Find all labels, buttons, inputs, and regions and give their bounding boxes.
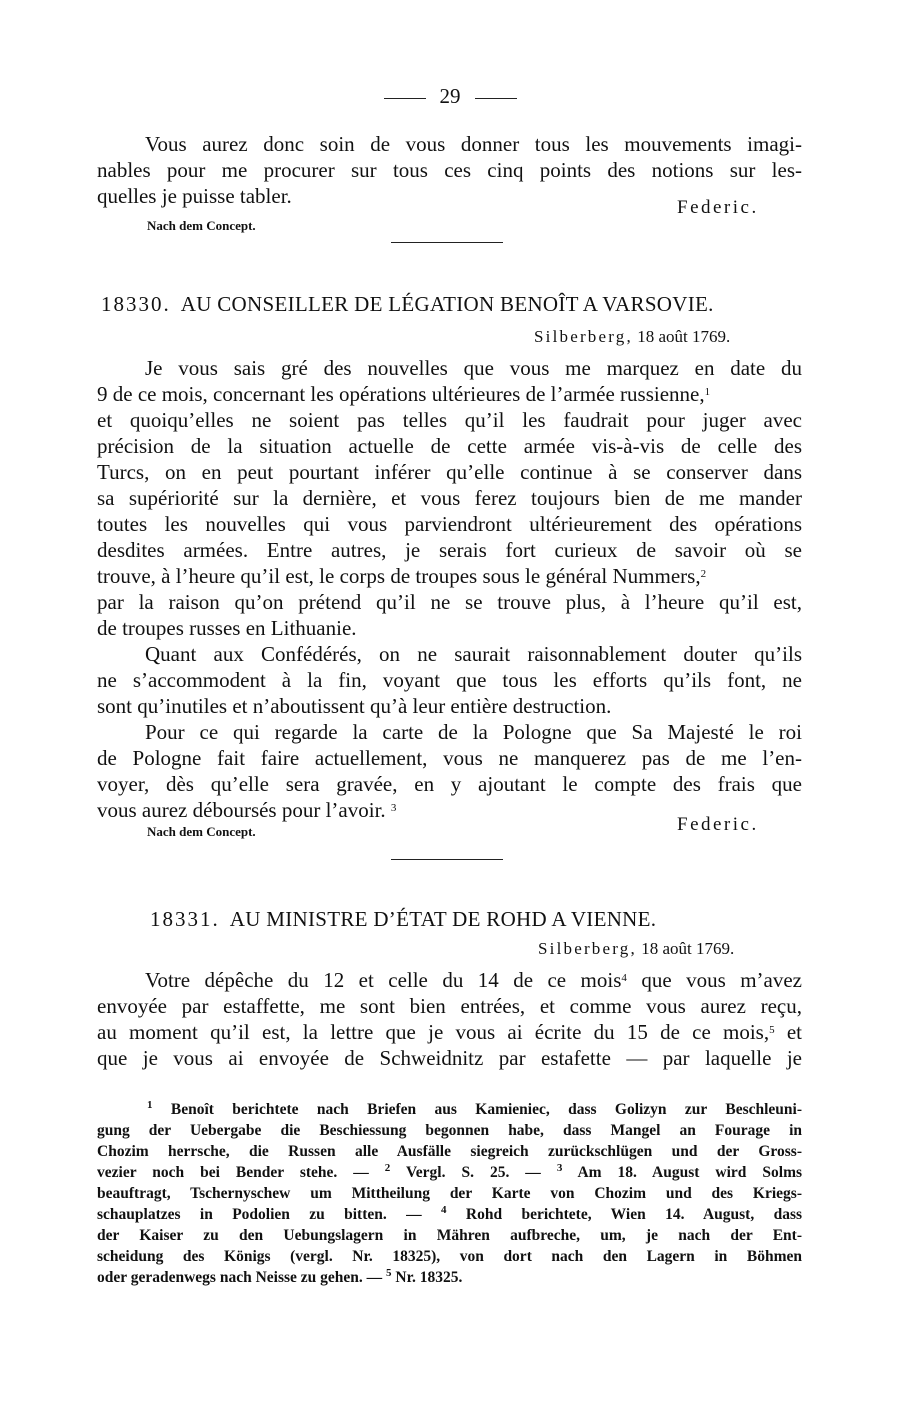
section-divider <box>391 859 503 860</box>
letter-place: Silberberg, <box>534 327 633 346</box>
footnote-ref: 2 <box>700 568 707 580</box>
signature: Federic. <box>677 197 759 218</box>
text-line: trouve, à l’heure qu’il est, le corps de troupes sous le général Nummers,$^2$ <box>97 564 707 588</box>
letter-date: 18 août 1769. <box>641 939 735 958</box>
text-line: sa supériorité sur la dernière, et vous ferez toujours bien de me mander <box>97 486 802 510</box>
text-line: Je vous sais gré des nouvelles que vous me marquez en date du <box>145 356 802 380</box>
text-line: Turcs, on en peut pourtant inférer qu’elle continue à se conserver dans <box>97 460 802 484</box>
footnote-line: der Kaiser zu den Uebungslagern in Mähren aufbreche, um, je nach der Ent- <box>97 1227 802 1244</box>
source-note: Nach dem Concept. <box>147 218 256 233</box>
text-line: envoyée par estaffette, me sont bien entrées, et comme vous aurez reçu, <box>97 994 802 1018</box>
text-line: par la raison qu’on prétend qu’il ne se trouve plus, à l’heure qu’il est, <box>97 590 802 614</box>
text-line: et quoiqu’elles ne soient pas telles qu’il les faudrait pour juger avec <box>97 408 802 432</box>
text-line: ne s’accommodent à la fin, voyant que tous les efforts qu’ils font, ne <box>97 668 802 692</box>
letter-heading <box>150 907 656 932</box>
text-line: nables pour me procurer sur tous ces cinq points des notions sur les- <box>97 158 802 182</box>
footnote-ref: 4 <box>621 972 627 984</box>
text-line: 9 de ce mois, concernant les opérations ultérieures de l’armée russienne,$^1$ <box>97 382 711 406</box>
letter-place: Silberberg, <box>538 939 637 958</box>
footnote-ref: 5 <box>769 1024 775 1036</box>
text-line: voyer, dès qu’elle sera gravée, en y ajoutant le compte des frais que <box>97 772 802 796</box>
text-line: vous aurez déboursés pour l’avoir. $^3$ <box>97 798 397 822</box>
footnote-line: $^1$ Benoît berichtete nach Briefen aus Kamieniec, dass Golizyn zur Beschleuni- <box>147 1099 802 1118</box>
letter-number: 18331. <box>150 907 220 931</box>
letter-date: 18 août 1769. <box>637 327 731 346</box>
letter-title: AU CONSEILLER DE LÉGATION BENOÎT A VARSOVIE. <box>180 292 714 316</box>
footnote-line: Chozim herrsche, die Russen alle Ausfälle siegreich zurückschlügen und der Gross- <box>97 1143 802 1160</box>
text-line: au moment qu’il est, la lettre que je vous ai écrite du 15 de ce mois,$^5$ et <box>97 1020 802 1044</box>
page-number: 29 <box>0 84 900 109</box>
footnote-line: scheidung des Königs (vergl. Nr. 18325), von dort nach den Lagern in Böhmen <box>97 1248 802 1265</box>
text-line: sont qu’inutiles et n’aboutissent qu’à leur entière destruction. <box>97 694 612 718</box>
signature: Federic. <box>677 814 759 835</box>
source-note: Nach dem Concept. <box>147 824 256 839</box>
footnote-line: beauftragt, Tschernyschew um Mittheilung der Karte von Chozim und des Kriegs- <box>97 1185 802 1202</box>
text-line: que je vous ai envoyée de Schweidnitz par estafette — par laquelle je <box>97 1046 802 1070</box>
footnote-mark: 5 <box>386 1267 392 1279</box>
footnote-line: schauplatzes in Podolien zu bitten. — $^4$ Rohd berichtete, Wien 14. August, dass <box>97 1204 803 1223</box>
text-line: quelles je puisse tabler. <box>97 184 292 208</box>
footnote-ref: 1 <box>704 386 711 398</box>
letter-number: 18330. <box>101 292 171 316</box>
text-line: Pour ce qui regarde la carte de la Pologne que Sa Majesté le roi <box>145 720 802 744</box>
text-line: Votre dépêche du 12 et celle du 14 de ce mois$^4$ que vous m’avez <box>145 968 803 992</box>
footnote-mark: 3 <box>556 1162 563 1174</box>
section-divider <box>391 242 503 243</box>
footnote-mark: 4 <box>441 1204 447 1216</box>
footnote-ref: 3 <box>390 802 397 814</box>
page-number-dash-right <box>475 98 517 99</box>
text-line: précision de la situation actuelle de cette armée vis-à-vis de celle des <box>97 434 802 458</box>
text-line: toutes les nouvelles qui vous parviendront ultérieurement des opérations <box>97 512 802 536</box>
footnote-mark: 1 <box>147 1099 153 1111</box>
letter-title: AU MINISTRE D’ÉTAT DE ROHD A VIENNE. <box>229 907 657 931</box>
text-line: desdites armées. Entre autres, je serais fort curieux de savoir où se <box>97 538 802 562</box>
footnote-line: vezier noch bei Bender stehe. — $^2$ Vergl. S. 25. — $^3$ Am 18. August wird Solms <box>97 1162 803 1181</box>
text-line: Quant aux Confédérés, on ne saurait raisonnablement douter qu’ils <box>145 642 802 666</box>
footnote-line: oder geradenwegs nach Neisse zu gehen. — $^5$ Nr. 18325. <box>97 1267 463 1286</box>
letter-heading <box>101 292 714 317</box>
letter-place-date <box>538 939 734 959</box>
footnote-line: gung der Uebergabe die Beschiessung begonnen habe, dass Mangel an Fourage in <box>97 1122 802 1139</box>
footnote-mark: 2 <box>384 1162 391 1174</box>
text-line: Vous aurez donc soin de vous donner tous les mouvements imagi- <box>145 132 802 156</box>
text-line: de Pologne fait faire actuellement, vous ne manquerez pas de me l’en- <box>97 746 802 770</box>
letter-place-date <box>534 327 730 347</box>
page-number-dash-left <box>384 98 426 99</box>
text-line: de troupes russes en Lithuanie. <box>97 616 357 640</box>
